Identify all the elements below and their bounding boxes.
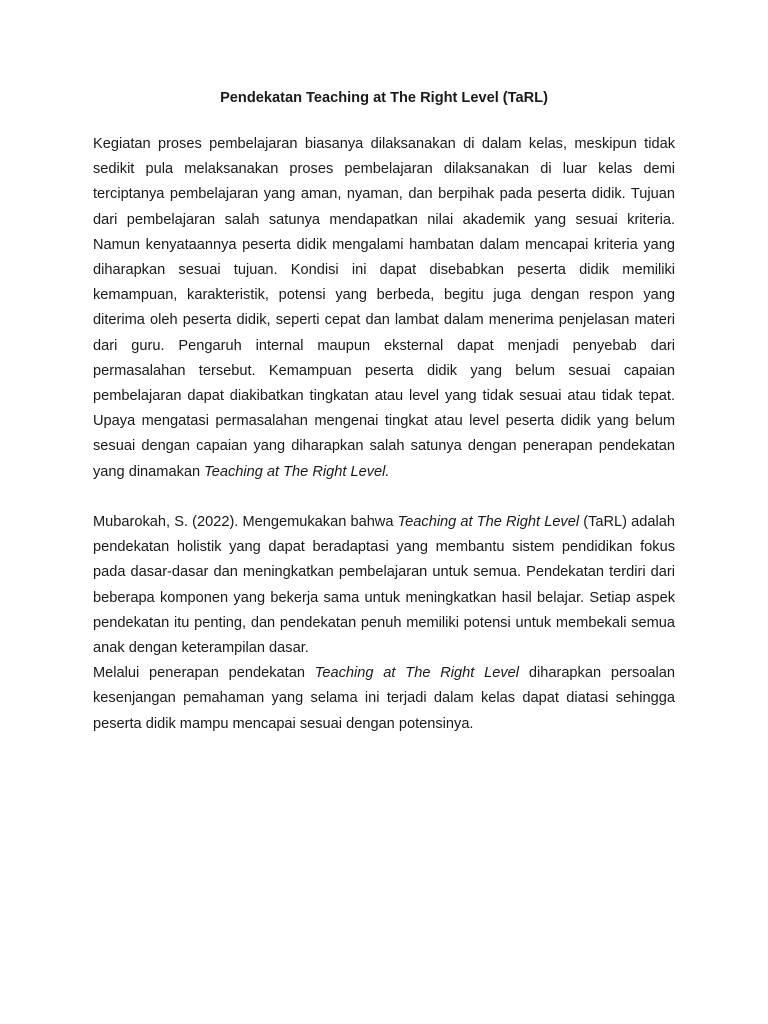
paragraph-citation-before: Mubarokah, S. (2022). Mengemukakan bahwa [93, 514, 398, 531]
paragraph-citation-italic: Teaching at The Right Level [397, 514, 580, 531]
paragraph-spacer [93, 485, 675, 510]
paragraph-conclusion-after: diharapkan persoalan kesenjangan pemahaman yang selama ini terjadi dalam kelas dapat diatasi sehingga peserta didik mampu mencapai sesuai dengan potensinya. [93, 665, 675, 732]
paragraph-citation [93, 510, 675, 661]
paragraph-conclusion-italic: Teaching at The Right Level [314, 665, 520, 682]
document-title: Pendekatan Teaching at The Right Level (TaRL) [220, 90, 548, 106]
paragraph-citation-after: (TaRL) adalah pendekatan holistik yang dapat beradaptasi yang membantu sistem pendidikan fokus pada dasar-dasar dan meningkatkan pembelajaran untuk semua. Pendekatan terdiri dari beberapa komponen yang bekerja sama untuk meningkatkan hasil belajar. Setiap aspek pendekatan itu penting, dan pendekatan penuh memiliki potensi untuk membekali semua anak dengan keterampilan dasar. [93, 514, 675, 657]
paragraph-intro [93, 132, 675, 485]
paragraph-conclusion-before: Melalui penerapan pendekatan [93, 665, 315, 682]
document-body [93, 132, 675, 737]
paragraph-intro-italic: Teaching at The Right Level. [204, 463, 390, 480]
paragraph-conclusion [93, 661, 675, 737]
paragraph-intro-text: Kegiatan proses pembelajaran biasanya dilaksanakan di dalam kelas, meskipun tidak sedikit pula melaksanakan proses pembelajaran dilaksanakan di luar kelas demi terciptanya pembelajaran yang aman, nyaman, dan berpihak pada peserta didik. Tujuan dari pembelajaran salah satunya mendapatkan nilai akademik yang sesuai kriteria. Namun kenyataannya peserta didik mengalami hambatan dalam mencapai kriteria yang diharapkan sesuai tujuan. Kondisi ini dapat disebabkan peserta didik memiliki kemampuan, karakteristik, potensi yang berbeda, begitu juga dengan respon yang diterima oleh peserta didik, seperti cepat dan lambat dalam menerima penjelasan materi dari guru. Pengaruh internal maupun eksternal dapat menjadi penyebab dari permasalahan tersebut. Kemampuan peserta didik yang belum sesuai capaian pembelajaran dapat diakibatkan tingkatan atau level yang tidak sesuai atau tidak tepat. Upaya mengatasi permasalahan mengenai tingkat atau level peserta didik yang belum sesuai dengan capaian yang diharapkan salah satunya dengan penerapan pendekatan yang dinamakan [93, 136, 675, 480]
